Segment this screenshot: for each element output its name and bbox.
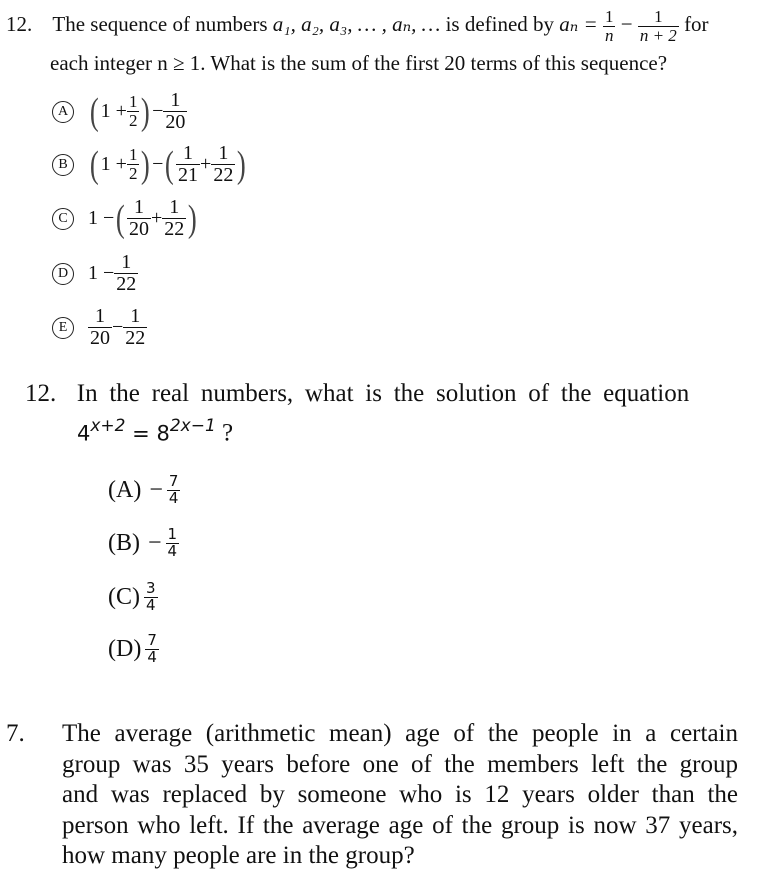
q2-option-d-frac: $\frac{7}{4}$ [147,631,157,666]
q1-text-c: for [684,12,709,37]
q1-frac1: $\frac{1}{n}$ [604,7,614,45]
q1-text-b: is defined by [445,12,555,37]
q1-minus: − [620,12,633,37]
q3-line: group was 35 years before one of the members left the group [62,750,738,778]
q1-option-a[interactable]: A ( 1 + $\frac{1}{2}$ ) − $\frac{1}{20}$ [52,90,187,133]
q2-option-a-frac: $\frac{7}{4}$ [168,472,179,507]
q1-sequence: a₁, a₂, a₃, … , aₙ, … [272,12,441,37]
q2-equation: $4^{x+2} = 8^{2x-1}$ ? [77,416,234,447]
q3-number: 7. [6,720,25,747]
q2-option-c-label: (C) [108,583,140,610]
q2-option-c[interactable] [108,581,158,614]
q1-option-c[interactable]: C 1 − ( $\frac{1}{20}$ + $\frac{1}{22}$ ) [52,197,199,240]
q2-line1 [25,380,689,408]
q1-text-a: The sequence of numbers [52,12,268,37]
q2-option-d-label: (D) [108,635,142,662]
option-e-bubble[interactable]: E [52,317,74,339]
q1-option-e[interactable]: E $\frac{1}{20}$ − $\frac{1}{22}$ [52,306,147,349]
q1-line2: each integer n ≥ 1. What is the sum of the first 20 terms of this sequence? [50,51,668,75]
q3-body [62,719,738,872]
option-d-bubble[interactable]: D [52,263,74,285]
q2-option-b-label: (B) [108,529,140,556]
q2-option-c-frac: $\frac{3}{4}$ [146,579,156,614]
q1-frac2: $\frac{1}{n + 2}$ [639,7,677,45]
q2-option-a[interactable]: (A) − $\frac{7}{4}$ [108,472,179,507]
q2-question: In the real numbers, what is the solution of the equation [76,380,690,407]
q1-def-lhs: aₙ = [559,12,598,37]
q2-option-b[interactable]: (B) − $\frac{1}{4}$ [108,525,178,560]
q2-number: 12. [25,380,57,407]
q1-option-d[interactable]: D 1 − $\frac{1}{22}$ [52,252,138,295]
q2-option-a-label: (A) [108,476,142,503]
q3-line: and was replaced by someone who is 12 years older than the [62,781,738,808]
option-b-bubble[interactable]: B [52,154,74,176]
q3-line: person who left. If the average age of the group is now 37 years, [62,811,738,839]
q3-line: The average (arithmetic mean) age of the people in a certain [62,720,738,747]
q2-option-b-frac: $\frac{1}{4}$ [167,525,178,560]
q3-line: how many people are in the group? [62,842,415,869]
option-c-bubble[interactable]: C [52,208,74,230]
q1-line1 [6,8,709,45]
q1-option-b[interactable]: B ( 1 + $\frac{1}{2}$ ) − ( $\frac{1}{21}$ + $\frac{1}{22}$ ) [52,143,248,186]
q1-number: 12. [6,12,33,37]
q2-option-d[interactable] [108,633,159,666]
option-a-bubble[interactable]: A [52,101,74,123]
